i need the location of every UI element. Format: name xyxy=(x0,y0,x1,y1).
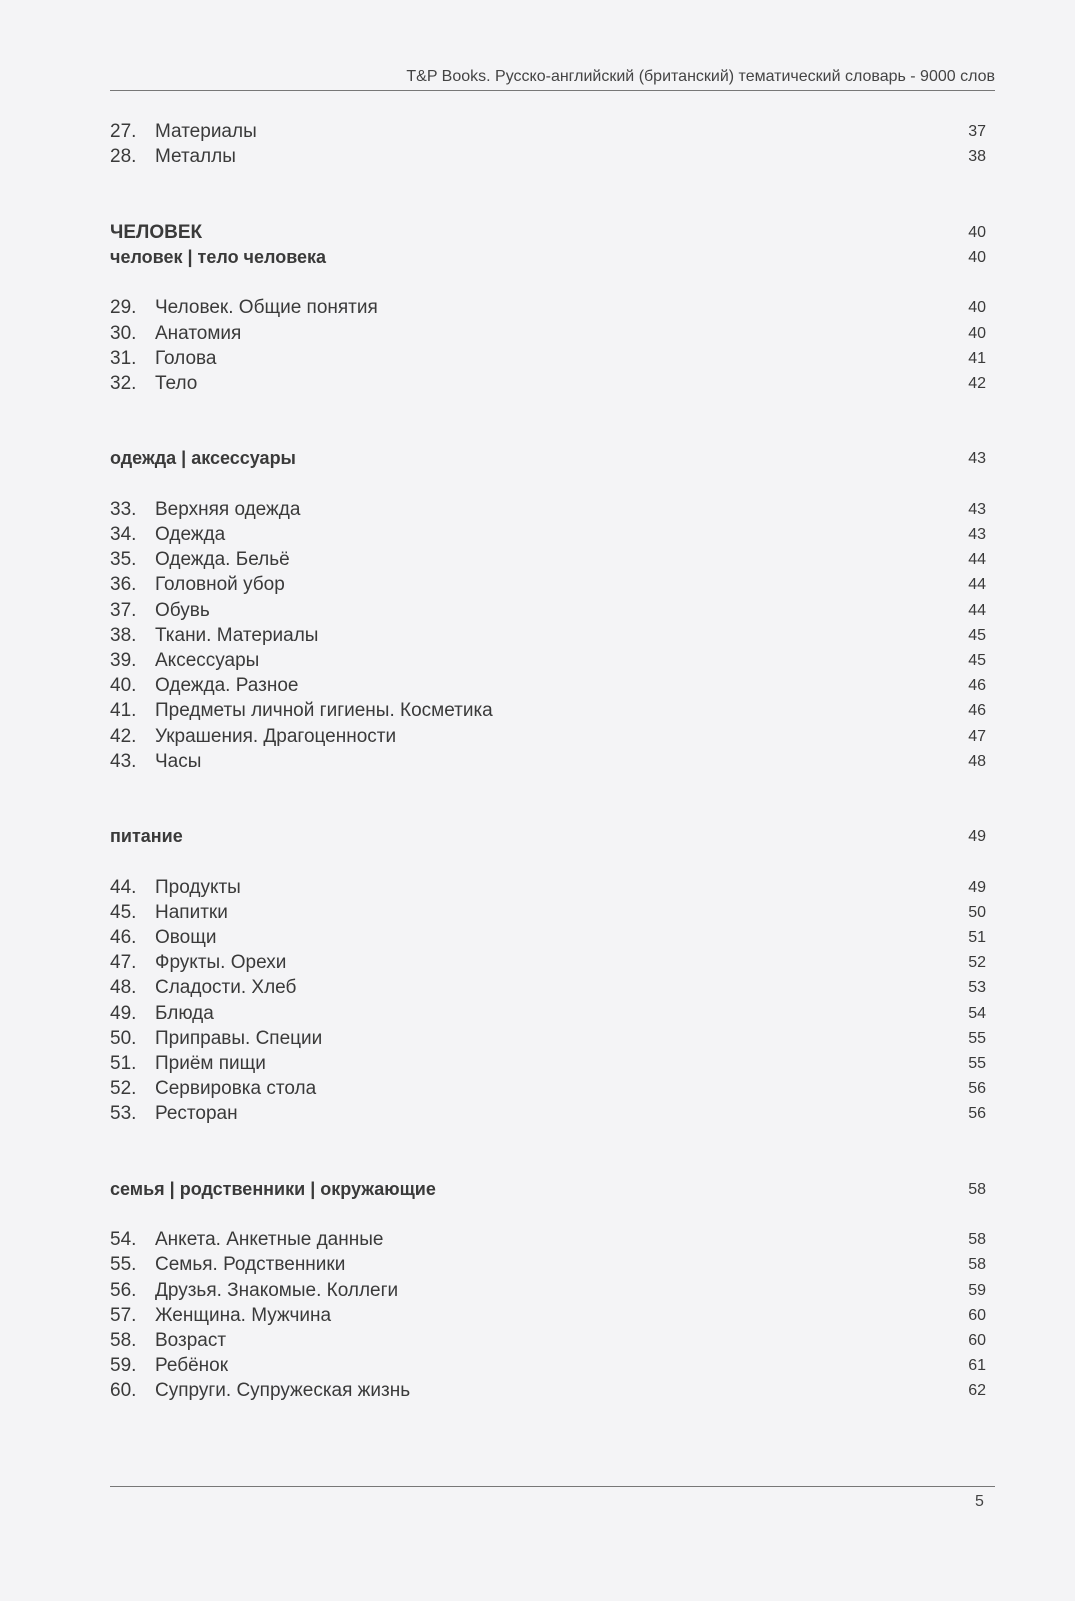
toc-entry-number: 60. xyxy=(110,1380,137,1402)
toc-entry-title: семья | родственники | окружающие xyxy=(110,1178,436,1199)
toc-entry-page: 46 xyxy=(968,702,986,720)
toc-entry-number: 37. xyxy=(110,599,137,621)
toc-entry xyxy=(110,950,986,975)
toc-entry-page: 43 xyxy=(968,526,986,543)
toc-entry-title: Часы xyxy=(155,750,202,772)
toc-entry xyxy=(110,1051,986,1076)
toc-entry-number: 34. xyxy=(110,524,137,545)
toc-entry-page: 47 xyxy=(968,727,986,745)
toc-entry-page: 54 xyxy=(968,1004,986,1022)
toc-entry-page: 40 xyxy=(968,223,986,241)
toc-entry xyxy=(110,497,986,522)
toc-subsection-heading xyxy=(110,1177,986,1202)
toc-entry-number: 55. xyxy=(110,1254,137,1276)
toc-spacer xyxy=(110,1152,986,1177)
toc-entry-number: 33. xyxy=(110,498,137,520)
toc-entry-page: 51 xyxy=(968,929,986,946)
toc-entry-number: 51. xyxy=(110,1052,137,1074)
toc-entry-page: 38 xyxy=(968,148,986,166)
table-of-contents xyxy=(110,119,986,1404)
toc-spacer xyxy=(110,169,986,194)
toc-entry-number: 42. xyxy=(110,725,137,747)
toc-entry-page: 58 xyxy=(968,1231,986,1249)
toc-entry xyxy=(110,900,986,925)
toc-entry-title: Материалы xyxy=(155,121,257,142)
toc-spacer xyxy=(110,1202,986,1227)
toc-entry xyxy=(110,1252,986,1277)
toc-entry-page: 56 xyxy=(968,1080,986,1098)
toc-entry-number: 44. xyxy=(110,876,137,898)
toc-entry xyxy=(110,371,986,396)
toc-entry xyxy=(110,673,986,698)
toc-entry-page: 48 xyxy=(968,752,986,770)
toc-entry-title: Человек. Общие понятия xyxy=(155,297,378,319)
toc-entry-page: 43 xyxy=(968,450,986,468)
toc-entry-title: Анкета. Анкетные данные xyxy=(155,1229,384,1251)
toc-entry-number: 45. xyxy=(110,901,137,923)
toc-entry xyxy=(110,1001,986,1026)
toc-spacer xyxy=(110,396,986,421)
toc-entry-page: 43 xyxy=(968,500,986,518)
toc-entry xyxy=(110,522,986,547)
toc-entry-title: одежда | аксессуары xyxy=(110,448,296,469)
toc-entry xyxy=(110,1101,986,1126)
toc-entry-number: 38. xyxy=(110,624,137,646)
toc-entry-title: Головной убор xyxy=(155,574,285,596)
toc-spacer xyxy=(110,472,986,497)
footer-rule xyxy=(110,1486,995,1487)
toc-entry-title: Верхняя одежда xyxy=(155,498,301,520)
toc-entry xyxy=(110,1353,986,1378)
toc-entry xyxy=(110,1303,986,1328)
toc-entry-page: 60 xyxy=(968,1306,986,1324)
toc-entry-page: 58 xyxy=(968,1256,986,1274)
toc-entry xyxy=(110,749,986,774)
toc-entry-title: Одежда. Бельё xyxy=(155,549,290,571)
toc-entry-title: Приём пищи xyxy=(155,1052,266,1074)
toc-entry-title: Анатомия xyxy=(155,322,242,344)
toc-entry-number: 46. xyxy=(110,927,137,948)
toc-entry-page: 40 xyxy=(968,324,986,342)
toc-entry-number: 36. xyxy=(110,574,137,596)
toc-entry-title: Приправы. Специи xyxy=(155,1027,323,1049)
toc-entry-title: Одежда. Разное xyxy=(155,675,299,697)
toc-entry xyxy=(110,724,986,749)
toc-entry-number: 39. xyxy=(110,649,137,671)
toc-entry-page: 44 xyxy=(968,576,986,594)
toc-entry-number: 54. xyxy=(110,1229,137,1251)
toc-subsection-heading xyxy=(110,245,986,270)
toc-entry-page: 49 xyxy=(968,878,986,896)
toc-entry-page: 62 xyxy=(968,1382,986,1400)
toc-entry-page: 41 xyxy=(968,349,986,367)
toc-entry-page: 56 xyxy=(968,1105,986,1123)
toc-entry-number: 29. xyxy=(110,297,137,319)
toc-entry-page: 49 xyxy=(968,828,986,846)
toc-entry xyxy=(110,1328,986,1353)
toc-entry xyxy=(110,698,986,723)
toc-entry-number: 47. xyxy=(110,952,137,974)
toc-entry-title: человек | тело человека xyxy=(110,246,327,267)
toc-entry-title: Супруги. Супружеская жизнь xyxy=(155,1380,411,1402)
toc-entry xyxy=(110,1076,986,1101)
toc-entry-title: Сладости. Хлеб xyxy=(155,977,297,999)
toc-section-heading xyxy=(110,220,986,245)
toc-entry xyxy=(110,346,986,371)
toc-entry xyxy=(110,1227,986,1252)
toc-spacer xyxy=(110,195,986,220)
toc-entry-number: 53. xyxy=(110,1103,137,1125)
toc-entry-title: Овощи xyxy=(155,927,217,948)
toc-entry-page: 45 xyxy=(968,626,986,644)
toc-entry xyxy=(110,295,986,320)
toc-entry xyxy=(110,623,986,648)
toc-entry-title: Обувь xyxy=(155,599,210,621)
toc-entry-number: 59. xyxy=(110,1355,137,1377)
toc-entry-title: Голова xyxy=(155,347,217,369)
toc-entry-title: Друзья. Знакомые. Коллеги xyxy=(155,1279,399,1301)
toc-spacer xyxy=(110,774,986,799)
toc-entry-page: 58 xyxy=(968,1180,986,1198)
toc-entry-page: 46 xyxy=(968,677,986,695)
toc-entry xyxy=(110,648,986,673)
toc-spacer xyxy=(110,421,986,446)
toc-entry xyxy=(110,925,986,950)
toc-entry-page: 42 xyxy=(968,374,986,392)
toc-subsection-heading xyxy=(110,446,986,471)
toc-entry-number: 27. xyxy=(110,121,137,142)
toc-entry-page: 40 xyxy=(968,248,986,266)
page-number: 5 xyxy=(975,1493,984,1510)
toc-entry-title: ЧЕЛОВЕК xyxy=(110,221,203,243)
toc-entry-title: Продукты xyxy=(155,876,241,898)
toc-entry-page: 59 xyxy=(968,1281,986,1299)
toc-entry-page: 50 xyxy=(968,903,986,921)
toc-entry-title: Предметы личной гигиены. Косметика xyxy=(155,700,493,722)
toc-entry-page: 40 xyxy=(968,299,986,317)
toc-entry xyxy=(110,1278,986,1303)
toc-entry-number: 41. xyxy=(110,700,137,722)
toc-entry-number: 58. xyxy=(110,1330,137,1351)
toc-entry-number: 48. xyxy=(110,977,137,999)
toc-entry-page: 52 xyxy=(968,954,986,972)
toc-entry-number: 49. xyxy=(110,1002,137,1024)
toc-entry xyxy=(110,144,986,169)
toc-entry-title: Одежда xyxy=(155,524,226,545)
toc-entry-title: Напитки xyxy=(155,901,228,923)
toc-spacer xyxy=(110,849,986,874)
toc-entry-number: 30. xyxy=(110,322,137,344)
toc-spacer xyxy=(110,270,986,295)
toc-entry-number: 50. xyxy=(110,1027,137,1049)
toc-entry-number: 32. xyxy=(110,372,137,394)
toc-entry-number: 28. xyxy=(110,146,137,168)
toc-entry xyxy=(110,547,986,572)
toc-entry-page: 53 xyxy=(968,979,986,997)
toc-entry-title: Женщина. Мужчина xyxy=(155,1304,332,1326)
toc-entry xyxy=(110,598,986,623)
toc-entry xyxy=(110,321,986,346)
toc-entry xyxy=(110,975,986,1000)
toc-entry-title: Ребёнок xyxy=(155,1355,229,1377)
toc-entry-page: 61 xyxy=(968,1357,986,1375)
toc-entry-title: Возраст xyxy=(155,1330,227,1351)
toc-entry xyxy=(110,119,986,144)
toc-entry-title: питание xyxy=(110,826,183,847)
toc-entry-page: 44 xyxy=(968,601,986,619)
toc-entry-number: 57. xyxy=(110,1304,137,1326)
toc-entry-number: 35. xyxy=(110,549,137,571)
toc-entry-number: 52. xyxy=(110,1078,137,1100)
toc-entry-title: Металлы xyxy=(155,146,236,168)
toc-spacer xyxy=(110,799,986,824)
toc-entry xyxy=(110,1378,986,1403)
toc-entry-title: Блюда xyxy=(155,1002,214,1024)
toc-entry-title: Тело xyxy=(155,372,198,394)
toc-entry-title: Ткани. Материалы xyxy=(155,624,319,646)
toc-entry-page: 55 xyxy=(968,1054,986,1072)
toc-entry-number: 56. xyxy=(110,1279,137,1301)
toc-entry xyxy=(110,875,986,900)
toc-entry-title: Ресторан xyxy=(155,1103,238,1125)
toc-subsection-heading xyxy=(110,824,986,849)
toc-entry-title: Фрукты. Орехи xyxy=(155,952,287,974)
toc-entry-page: 37 xyxy=(968,123,986,140)
toc-entry-number: 31. xyxy=(110,347,137,369)
running-header: T&P Books. Русско-английский (британский) тематический словарь - 9000 слов xyxy=(110,68,995,91)
toc-entry-number: 43. xyxy=(110,750,137,772)
toc-entry-number: 40. xyxy=(110,675,137,697)
toc-entry-title: Семья. Родственники xyxy=(155,1254,346,1276)
toc-entry-title: Аксессуары xyxy=(155,649,260,671)
toc-entry-page: 44 xyxy=(968,551,986,569)
toc-entry xyxy=(110,572,986,597)
toc-entry-title: Сервировка стола xyxy=(155,1078,317,1100)
toc-entry-page: 55 xyxy=(968,1029,986,1047)
toc-spacer xyxy=(110,1127,986,1152)
toc-entry-page: 45 xyxy=(968,651,986,669)
toc-entry-page: 60 xyxy=(968,1332,986,1349)
toc-entry xyxy=(110,1026,986,1051)
toc-entry-title: Украшения. Драгоценности xyxy=(155,725,397,747)
